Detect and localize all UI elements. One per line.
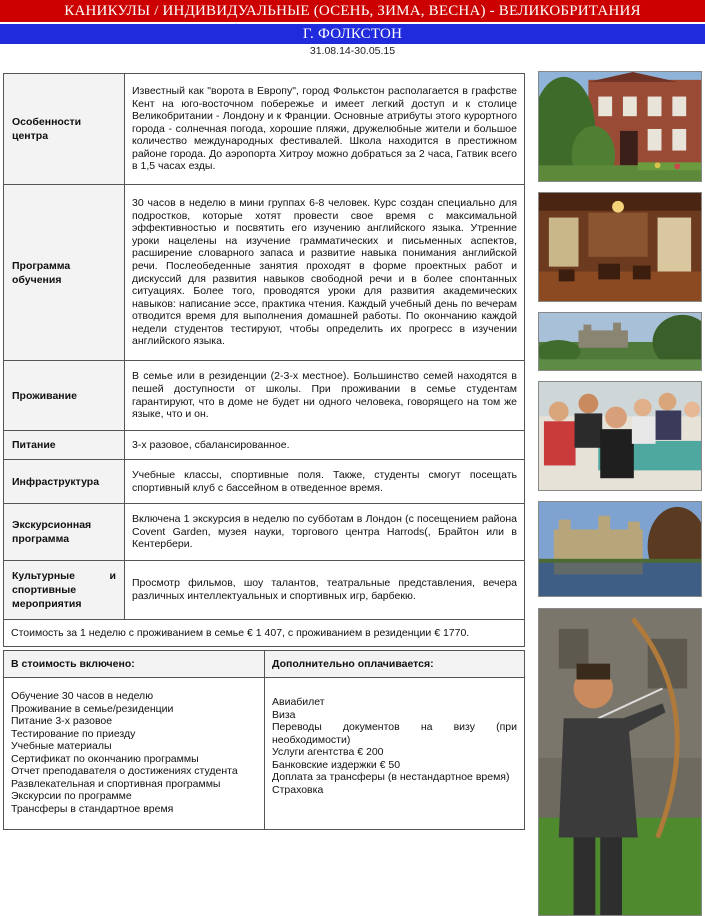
included-list [4, 678, 264, 815]
city-banner [0, 24, 705, 44]
archery-student-photo [538, 608, 702, 916]
list-item: Экскурсии по программе [11, 790, 132, 802]
list-item: Авиабилет [272, 696, 325, 708]
list-item: Обучение 30 часов в неделю [11, 690, 154, 702]
list-item: Учебные материалы [11, 740, 112, 752]
row-text: Просмотр фильмов, шоу талантов, театральные представления, вечера различных интеллектуальных и спортивных игр, барбекю. [125, 561, 525, 620]
list-item: Виза [272, 708, 296, 721]
list-item: Переводы документов на визу (при необходимости) [272, 721, 517, 746]
row-text: В семье или в резиденции (2-3-х местное). Большинство семей находятся в пешей доступности от школы. При проживании в семье студентам гарантируют, что в доме не будет ни одного человека, говорящего на том же языке, что и он. [125, 361, 525, 431]
list-item: Развлекательная и спортивная программы [11, 777, 221, 790]
row-label: Экскурсионная программа [4, 504, 125, 561]
list-item: Отчет преподавателя о достижениях студента [11, 765, 238, 777]
students-classroom-photo [538, 381, 702, 491]
list-item: Услуги агентства € 200 [272, 746, 384, 758]
program-title-banner [0, 0, 705, 22]
included-title: В стоимость включено: [4, 651, 264, 678]
list-item: Страховка [272, 783, 324, 796]
info-row-excursions [4, 504, 525, 561]
city-name: Г. ФОЛКСТОН [302, 26, 403, 42]
extra-list [265, 678, 524, 796]
row-label: Культурные и спортивные мероприятия [4, 561, 125, 620]
row-label: Инфраструктура [4, 460, 125, 504]
info-row-accommodation [4, 361, 525, 431]
list-item: Проживание в семье/резиденции [11, 702, 174, 715]
row-label: Питание [4, 431, 125, 460]
castle-landscape-photo [538, 312, 702, 371]
row-text: 30 часов в неделю в мини группах 6-8 человек. Курс создан специально для подростков, которые хотят провести свое время с максимальной эффективностью и посвятить его изучению английского языка. Утренние уроки нацелены на изучение грамматических и письменных аспектов, расширение словарного запаса и развитие навыка понимания английской речи. Послеобеденные занятия проходят в форме проектных работ и дискуссий для развития навыков свободной речи и в более спонтанных ситуациях. Более того, проводятся уроки для развития академических навыков: написание эссе, практика чтения. Каждый учебный день по вечерам отводится время для выполнения домашней работы. По окончанию каждой недели студентов тестируют, чтобы определить их прогресс в изучении английского языка. [125, 185, 525, 361]
info-row-meals [4, 431, 525, 460]
row-text: Учебные классы, спортивные поля. Также, студенты смогут посещать спортивный клуб с бассейном в отведенное время. [125, 460, 525, 504]
included-column [4, 651, 265, 829]
list-item: Банковские издержки € 50 [272, 758, 401, 771]
info-row-curriculum [4, 185, 525, 361]
list-item: Сертификат по окончанию программы [11, 752, 199, 765]
info-row-infrastructure [4, 460, 525, 504]
info-row-activities [4, 561, 525, 620]
extra-column [265, 651, 524, 829]
row-label: Проживание [4, 361, 125, 431]
weekly-cost: Стоимость за 1 неделю с проживанием в семье € 1 407, с проживанием в резиденции € 1770. [3, 619, 525, 647]
program-title: КАНИКУЛЫ / ИНДИВИДУАЛЬНЫЕ (ОСЕНЬ, ЗИМА, ВЕСНА) - ВЕЛИКОБРИТАНИЯ [64, 3, 641, 19]
row-text: Известный как "ворота в Европу", город Фолькстон располагается в графстве Кент на юго-восточном побережье и имеет легкий доступ и к столице Великобритании - Лондону и к Франции. Основные атрибуты этого курортного города - солнечная погода, хорошие пляжи, дружелюбные жители и большое количество международных фестивалей. Школа находится в престижном районе города. До аэропорта Хитроу можно добраться за 2 часа, Гатвик всего в 1,5 часах езды. [125, 74, 525, 185]
row-text: 3-х разовое, сбалансированное. [125, 431, 525, 460]
extra-title: Дополнительно оплачивается: [265, 651, 524, 678]
school-building-photo [538, 71, 702, 182]
school-interior-photo [538, 192, 702, 302]
castle-lake-photo [538, 501, 702, 597]
row-label: Особенности центра [4, 74, 125, 185]
list-item: Трансферы в стандартное время [11, 802, 174, 815]
info-row-features [4, 74, 525, 185]
list-item: Питание 3-х разовое [11, 715, 113, 727]
row-text: Включена 1 экскурсия в неделю по субботам в Лондон (с посещением района Covent Garden, музея науки, торгового центра Harrods(, Брайтон или в Кентербери. [125, 504, 525, 561]
row-label: Программа обучения [4, 185, 125, 361]
included-extra-table [3, 650, 525, 830]
list-item: Доплата за трансферы (в нестандартное время) [272, 771, 510, 783]
program-info-table [3, 73, 525, 620]
list-item: Тестирование по приезду [11, 727, 136, 740]
program-dates: 31.08.14-30.05.15 [309, 45, 396, 57]
